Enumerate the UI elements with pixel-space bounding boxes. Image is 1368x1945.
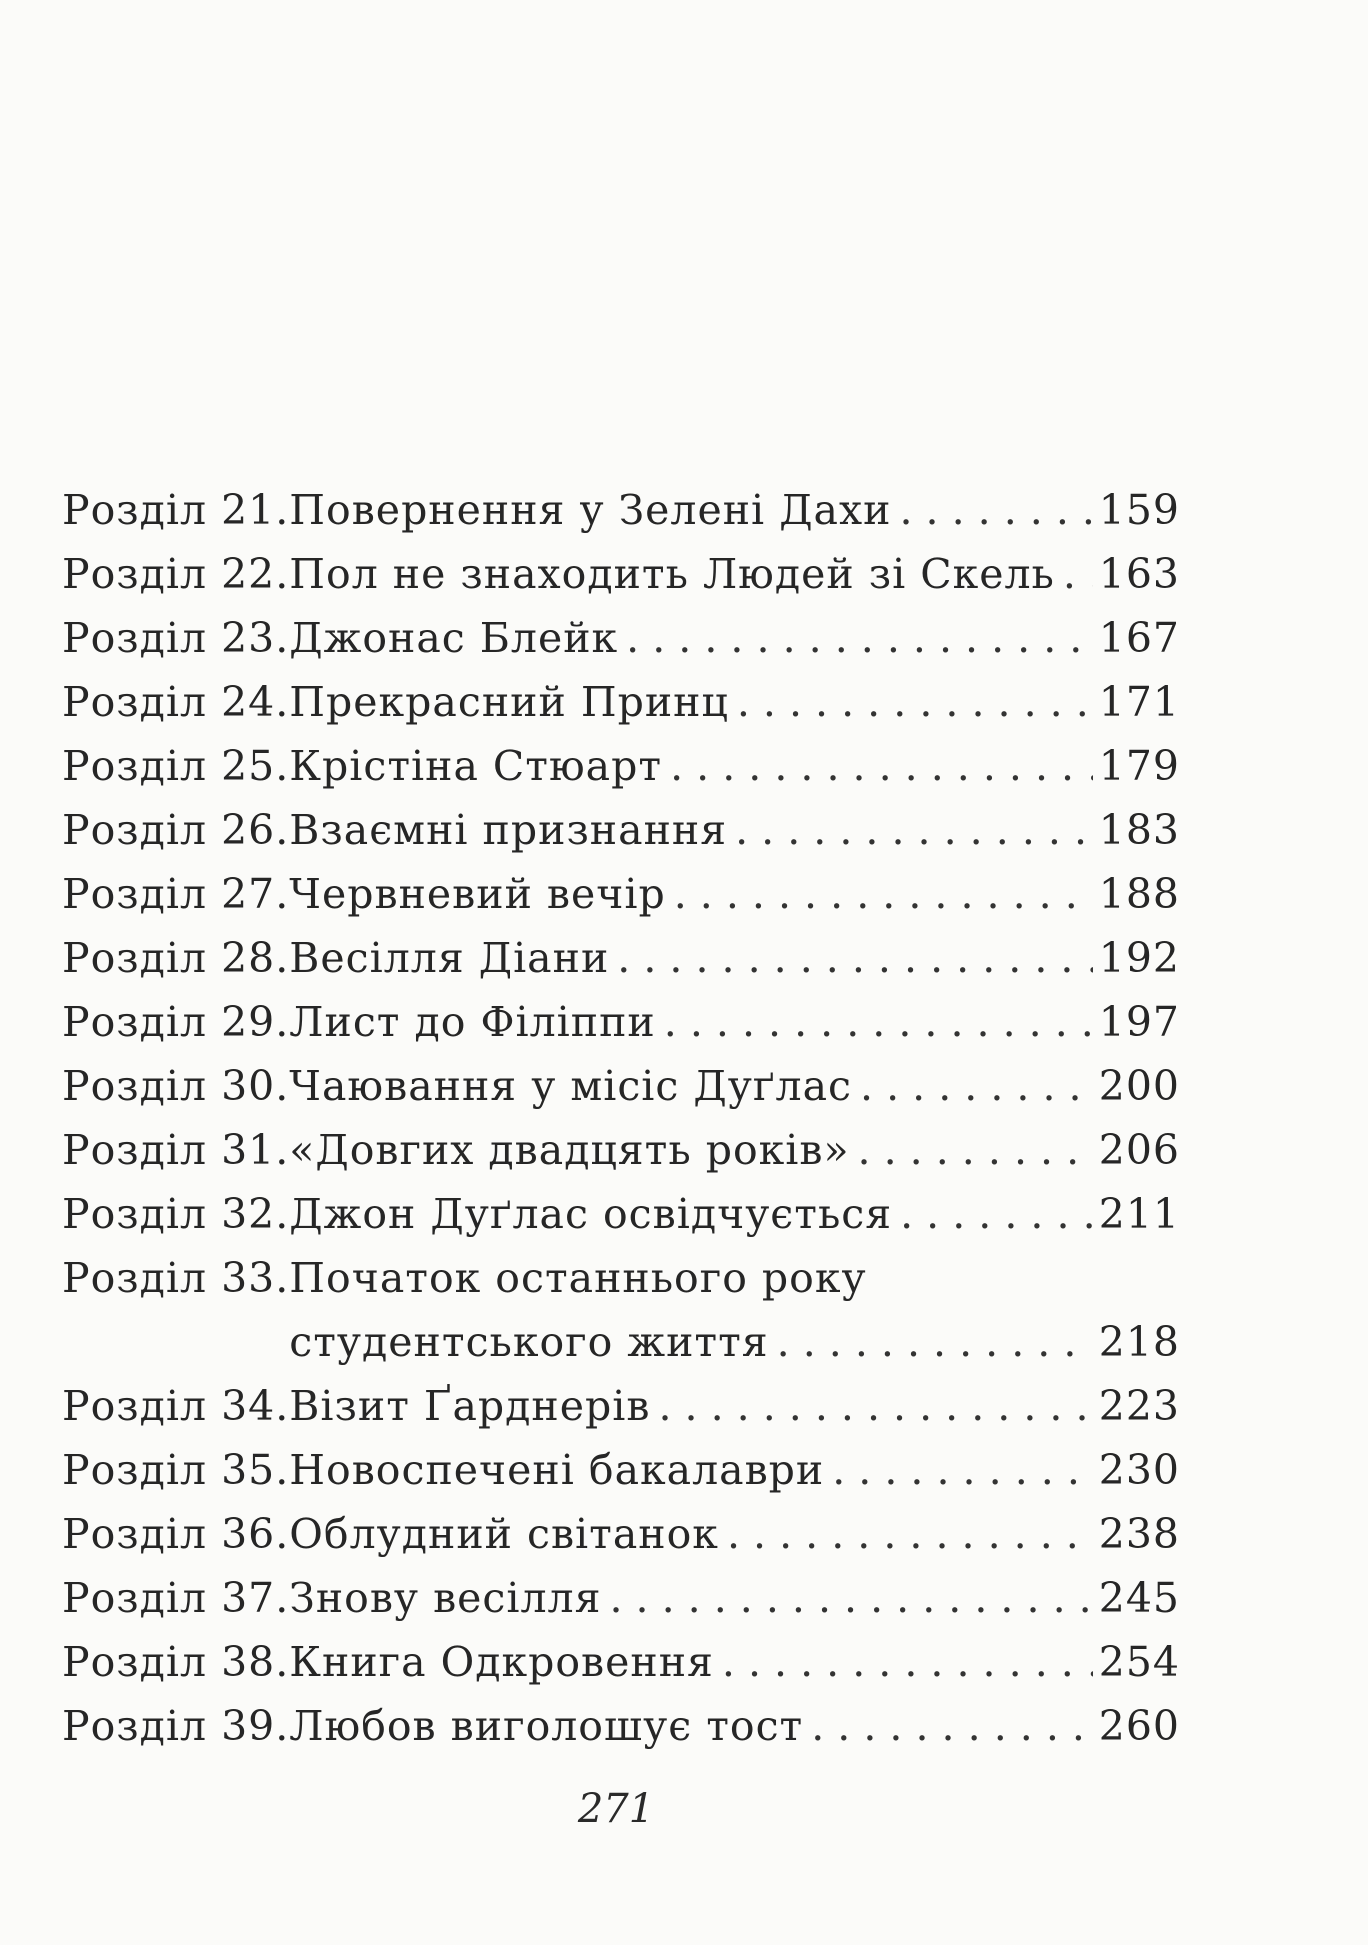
chapter-label: Розділ 27. (62, 870, 290, 918)
dot-leader (832, 1438, 1093, 1502)
toc-entry (62, 1438, 1180, 1502)
toc-entry (62, 1182, 1180, 1246)
chapter-label: Розділ 36. (62, 1510, 290, 1558)
chapter-label: Розділ 22. (62, 550, 290, 598)
chapter-label: Розділ 23. (62, 614, 290, 662)
chapter-label: Розділ 32. (62, 1190, 290, 1238)
chapter-title: Візит Ґарднерів (289, 1382, 651, 1430)
toc-entry (62, 478, 1180, 542)
chapter-title: «Довгих двадцять років» (289, 1126, 850, 1174)
dot-leader (609, 1566, 1092, 1630)
chapter-page: 167 (1098, 614, 1180, 662)
chapter-page: 197 (1098, 998, 1180, 1046)
dot-leader (626, 606, 1093, 670)
chapter-title: Чаювання у місіс Дуґлас (289, 1062, 853, 1110)
page-number: 271 (577, 1786, 655, 1832)
chapter-label: Розділ 39. (62, 1702, 290, 1750)
chapter-label: Розділ 29. (62, 998, 290, 1046)
dot-leader (737, 670, 1093, 734)
dot-leader (674, 862, 1093, 926)
dot-leader (777, 1310, 1093, 1374)
toc-entry (62, 1694, 1180, 1758)
dot-leader (722, 1630, 1093, 1694)
chapter-label: Розділ 24. (62, 678, 290, 726)
dot-leader (670, 734, 1093, 798)
toc-entry (62, 862, 1180, 926)
chapter-title: Джон Дуґлас освідчується (289, 1190, 893, 1238)
chapter-page: 171 (1098, 678, 1180, 726)
toc-entry (62, 542, 1180, 606)
table-of-contents (62, 478, 1180, 1758)
chapter-label: Розділ 28. (62, 934, 290, 982)
chapter-page: 206 (1098, 1126, 1180, 1174)
chapter-title: Взаємні признання (289, 806, 728, 854)
chapter-label: Розділ 21. (62, 486, 290, 534)
chapter-page: 223 (1098, 1382, 1180, 1430)
chapter-title: Пол не знаходить Людей зі Скель (289, 550, 1055, 598)
chapter-page: 211 (1098, 1190, 1180, 1238)
toc-entry (62, 990, 1180, 1054)
chapter-label: Розділ 34. (62, 1382, 290, 1430)
chapter-title: Новоспечені бакалаври (289, 1446, 825, 1494)
chapter-page: 254 (1098, 1638, 1180, 1686)
chapter-page: 159 (1098, 486, 1180, 534)
chapter-label: Розділ 31. (62, 1126, 290, 1174)
chapter-title: Крістіна Стюарт (289, 742, 663, 790)
dot-leader (900, 1182, 1093, 1246)
chapter-page: 163 (1098, 550, 1180, 598)
toc-entry (62, 926, 1180, 990)
chapter-title: Весілля Діани (289, 934, 610, 982)
toc-entry (62, 1246, 1180, 1374)
toc-entry (62, 1054, 1180, 1118)
chapter-page: 200 (1098, 1062, 1180, 1110)
chapter-page: 179 (1098, 742, 1180, 790)
chapter-page: 218 (1098, 1318, 1180, 1366)
chapter-label: Розділ 33. (62, 1254, 290, 1302)
chapter-title: Повернення у Зелені Дахи (289, 486, 892, 534)
toc-entry (62, 734, 1180, 798)
dot-leader (811, 1694, 1093, 1758)
chapter-page: 238 (1098, 1510, 1180, 1558)
dot-leader (658, 1374, 1092, 1438)
dot-leader (858, 1118, 1093, 1182)
dot-leader (664, 990, 1093, 1054)
dot-leader (899, 478, 1092, 542)
dot-leader (727, 1502, 1093, 1566)
chapter-label: Розділ 25. (62, 742, 290, 790)
toc-entry (62, 1630, 1180, 1694)
chapter-label: Розділ 38. (62, 1638, 290, 1686)
toc-entry (62, 798, 1180, 862)
chapter-title: Книга Одкровення (289, 1638, 714, 1686)
dot-leader (1063, 542, 1093, 606)
chapter-label: Розділ 35. (62, 1446, 290, 1494)
chapter-title: Червневий вечір (289, 870, 666, 918)
chapter-page: 230 (1098, 1446, 1180, 1494)
chapter-title: Прекрасний Принц (289, 678, 729, 726)
chapter-page: 183 (1098, 806, 1180, 854)
chapter-title: Початок останнього року (289, 1254, 867, 1302)
chapter-title: Лист до Філіппи (289, 998, 656, 1046)
chapter-title: Любов виголошує тост (289, 1702, 804, 1750)
chapter-title-continued: студентського життя (289, 1318, 769, 1366)
toc-entry (62, 1118, 1180, 1182)
chapter-title: Облудний світанок (289, 1510, 719, 1558)
chapter-label: Розділ 30. (62, 1062, 290, 1110)
chapter-label: Розділ 26. (62, 806, 290, 854)
toc-entry (62, 670, 1180, 734)
toc-entry (62, 1566, 1180, 1630)
chapter-label: Розділ 37. (62, 1574, 290, 1622)
toc-entry (62, 1502, 1180, 1566)
toc-entry (62, 1374, 1180, 1438)
chapter-page: 192 (1098, 934, 1180, 982)
toc-entry (62, 606, 1180, 670)
chapter-title: Джонас Блейк (289, 614, 619, 662)
chapter-page: 260 (1098, 1702, 1180, 1750)
dot-leader (617, 926, 1092, 990)
chapter-page: 245 (1098, 1574, 1180, 1622)
chapter-page: 188 (1098, 870, 1180, 918)
chapter-title: Знову весілля (289, 1574, 602, 1622)
dot-leader (860, 1054, 1093, 1118)
dot-leader (735, 798, 1093, 862)
